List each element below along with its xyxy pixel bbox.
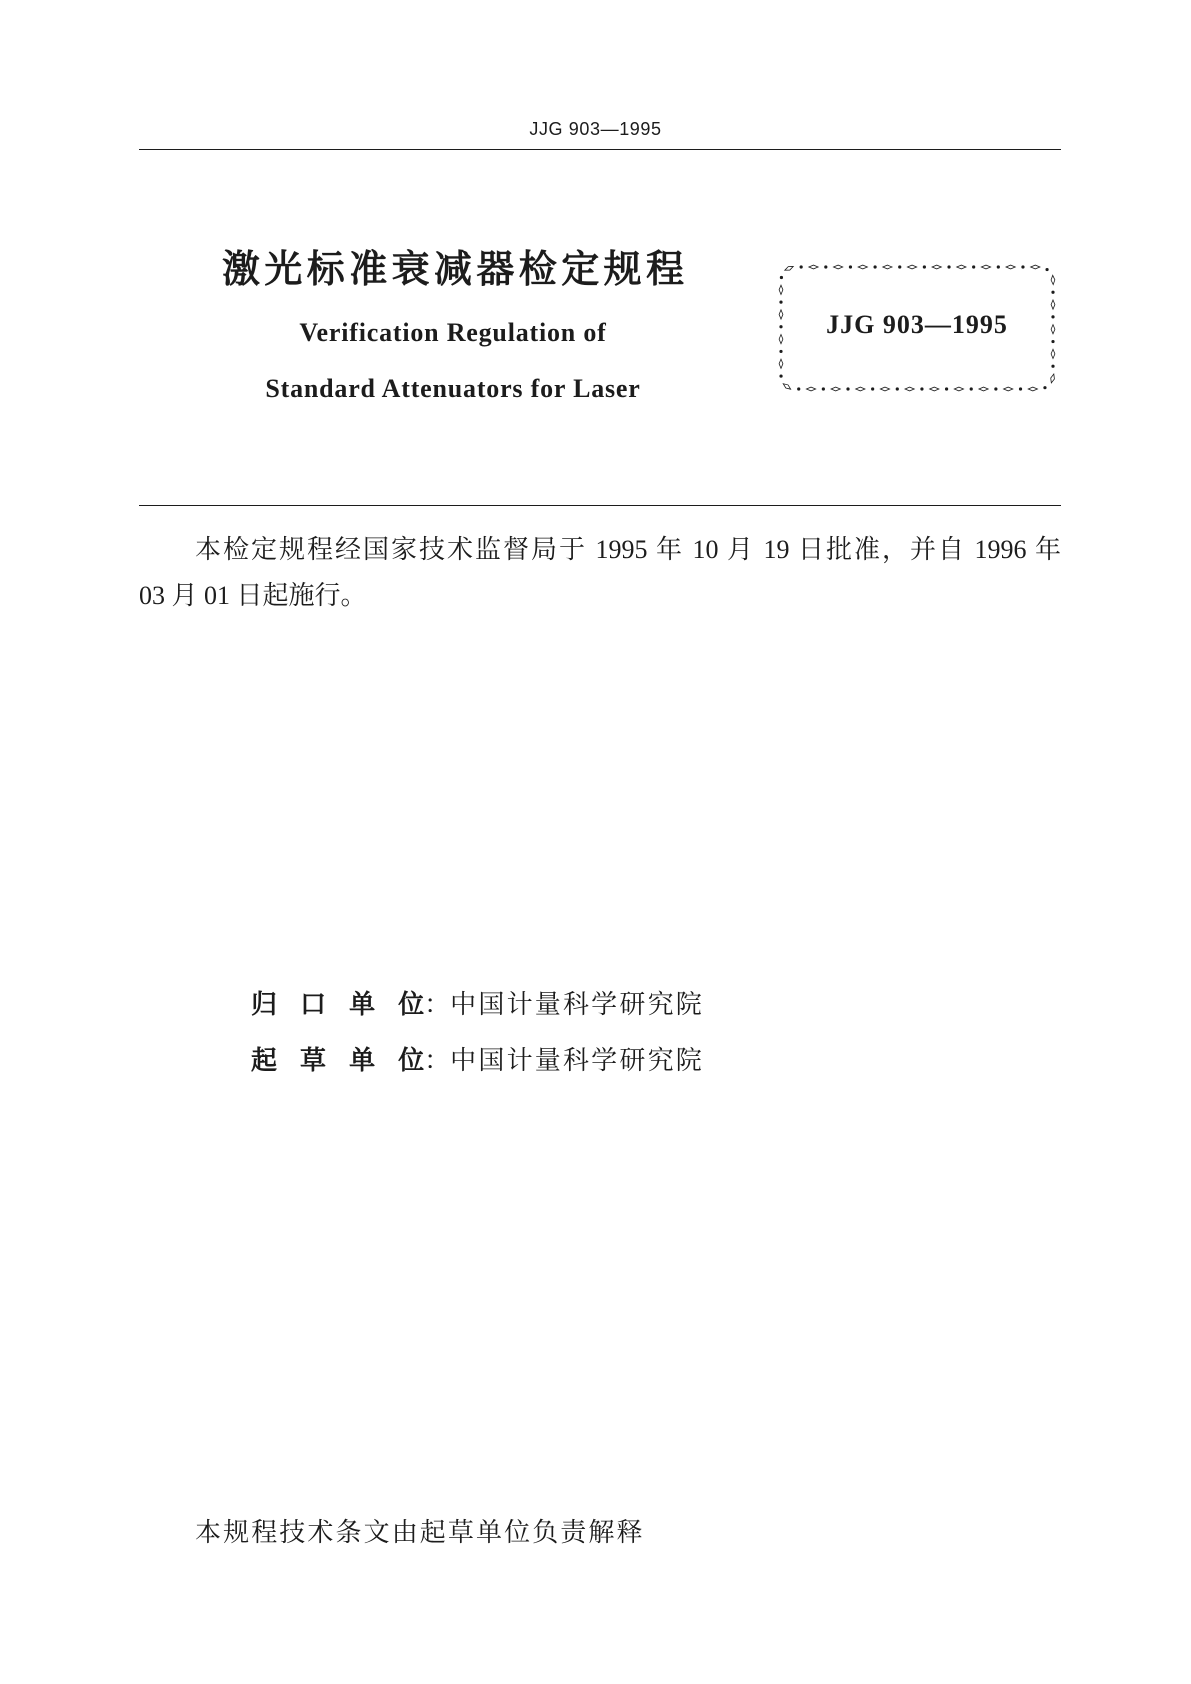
border-diamond (1031, 265, 1040, 269)
border-diamond (907, 265, 916, 269)
border-diamond (784, 265, 794, 272)
border-diamond (806, 387, 815, 391)
border-diamond (957, 265, 966, 269)
border-dot (779, 374, 782, 377)
unit-separator: ： (424, 990, 451, 1019)
border-dot (846, 387, 849, 390)
border-dot (1045, 268, 1048, 271)
border-dot (822, 387, 825, 390)
approval-line-2: 03 月 01 日起施行。 (139, 581, 367, 610)
interpretation-note: 本规程技术条文由起草单位负责解释 (195, 1518, 645, 1547)
title-en-line-2: Standard Attenuators for Laser (265, 374, 641, 403)
border-dot (873, 265, 876, 268)
running-header: JJG 903—1995 (529, 119, 662, 139)
border-dot (970, 387, 973, 390)
border-dot (1051, 340, 1054, 343)
border-diamond (834, 265, 843, 269)
border-diamond (883, 265, 892, 269)
border-dot (1051, 365, 1054, 368)
title-en-line-1: Verification Regulation of (299, 318, 607, 347)
border-dot (800, 265, 803, 268)
border-dot (779, 350, 782, 353)
border-dot (1051, 291, 1054, 294)
standard-code: JJG 903—1995 (826, 310, 1008, 339)
border-dot (920, 387, 923, 390)
unit-value: 中国计量科学研究院 (450, 1046, 704, 1075)
border-dot (824, 265, 827, 268)
border-diamond (1050, 374, 1056, 384)
approval-line-1: 本检定规程经国家技术监督局于 1995 年 10 月 19 日批准，并自 1996 年 (195, 535, 1061, 564)
border-diamond (809, 265, 818, 269)
border-dot (896, 387, 899, 390)
border-diamond (880, 387, 889, 391)
unit-label: 归 口 单 位 (251, 990, 432, 1020)
unit-value: 中国计量科学研究院 (450, 990, 704, 1019)
border-diamond (1004, 387, 1013, 391)
responsible-unit-row (251, 991, 704, 1019)
unit-separator: ： (424, 1046, 451, 1075)
border-dot (947, 265, 950, 268)
border-dot (945, 387, 948, 390)
border-diamond (858, 265, 867, 269)
border-diamond (831, 387, 840, 391)
border-dot (849, 265, 852, 268)
border-diamond (954, 387, 963, 391)
border-diamond (856, 387, 865, 391)
border-dot (780, 276, 783, 279)
border-diamond (1051, 349, 1055, 358)
border-dot (997, 265, 1000, 268)
border-diamond (779, 359, 783, 368)
border-dot (1021, 265, 1024, 268)
border-dot (779, 301, 782, 304)
border-dot (871, 387, 874, 390)
drafting-unit-row (251, 1047, 704, 1075)
border-diamond (1051, 275, 1055, 284)
border-dot (994, 387, 997, 390)
border-diamond (1006, 265, 1015, 269)
border-diamond (905, 387, 914, 391)
border-diamond (930, 387, 939, 391)
border-diamond (1028, 387, 1037, 391)
border-dot (1043, 386, 1046, 389)
border-diamond (932, 265, 941, 269)
border-diamond (1051, 300, 1055, 309)
border-diamond (779, 285, 783, 294)
standard-code-box (777, 263, 1057, 393)
border-diamond (981, 265, 990, 269)
border-dot (898, 265, 901, 268)
border-dot (1019, 387, 1022, 390)
title-rule (139, 505, 1061, 506)
border-diamond (979, 387, 988, 391)
border-dot (923, 265, 926, 268)
title-zh: 激光标准衰减器检定规程 (222, 247, 689, 291)
border-dot (972, 265, 975, 268)
unit-label: 起 草 单 位 (251, 1046, 432, 1076)
header-rule (139, 149, 1061, 150)
border-diamond (782, 382, 792, 391)
border-dot (797, 387, 800, 390)
